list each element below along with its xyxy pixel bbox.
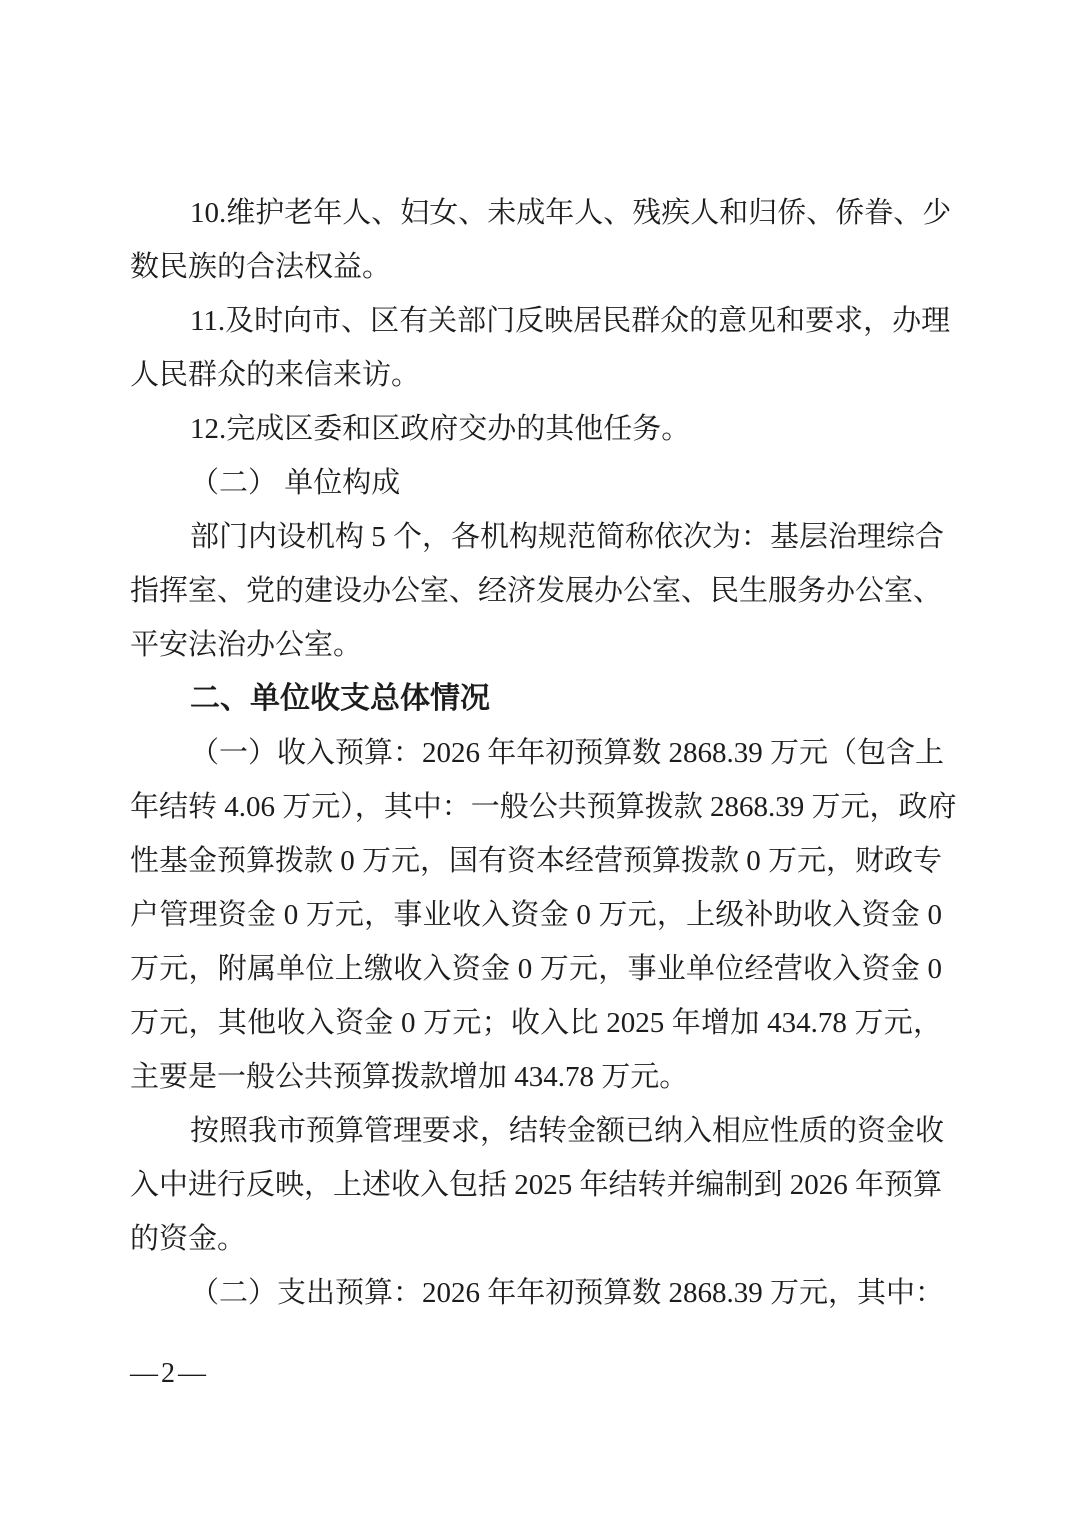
paragraph-income-budget-line-5: 万元，附属单位上缴收入资金 0 万元，事业单位经营收入资金 0 [130, 953, 942, 985]
paragraph-carryover-note-line-3: 的资金。 [130, 1223, 247, 1255]
paragraph-unit-composition-line-1: 部门内设机构 5 个，各机构规范简称依次为：基层治理综合 [190, 521, 945, 553]
paragraph-income-budget-line-3: 性基金预算拨款 0 万元，国有资本经营预算拨款 0 万元，财政专 [130, 845, 943, 877]
list-item-11-line-1: 11.及时向市、区有关部门反映居民群众的意见和要求，办理 [190, 305, 951, 337]
paragraph-income-budget-line-4: 户管理资金 0 万元，事业收入资金 0 万元，上级补助收入资金 0 [130, 899, 942, 931]
paragraph-expenditure-budget-line-1: （二）支出预算：2026 年年初预算数 2868.39 万元，其中： [190, 1277, 945, 1309]
section-heading-unit-composition: （二） 单位构成 [190, 467, 401, 499]
paragraph-income-budget-line-6: 万元，其他收入资金 0 万元；收入比 2025 年增加 434.78 万元， [130, 1007, 942, 1039]
page-number: —2— [130, 1358, 209, 1389]
paragraph-income-budget-line-1: （一）收入预算：2026 年年初预算数 2868.39 万元（包含上 [190, 737, 945, 769]
paragraph-income-budget-line-2: 年结转 4.06 万元），其中：一般公共预算拨款 2868.39 万元，政府 [130, 791, 957, 823]
paragraph-unit-composition-line-2: 指挥室、党的建设办公室、经济发展办公室、民生服务办公室、 [130, 575, 943, 607]
paragraph-unit-composition-line-3: 平安法治办公室。 [130, 629, 363, 661]
section-heading-budget-overview: 二、单位收支总体情况 [190, 682, 490, 715]
list-item-10-line-1: 10.维护老年人、妇女、未成年人、残疾人和归侨、侨眷、少 [190, 197, 952, 229]
list-item-11-line-2: 人民群众的来信来访。 [130, 359, 421, 391]
document-body [130, 186, 957, 1320]
paragraph-income-budget-line-7: 主要是一般公共预算拨款增加 434.78 万元。 [130, 1061, 689, 1093]
list-item-10-line-2: 数民族的合法权益。 [130, 251, 392, 283]
list-item-12: 12.完成区委和区政府交办的其他任务。 [190, 413, 691, 445]
paragraph-carryover-note-line-2: 入中进行反映，上述收入包括 2025 年结转并编制到 2026 年预算 [130, 1169, 943, 1201]
paragraph-carryover-note-line-1: 按照我市预算管理要求，结转金额已纳入相应性质的资金收 [190, 1115, 945, 1147]
